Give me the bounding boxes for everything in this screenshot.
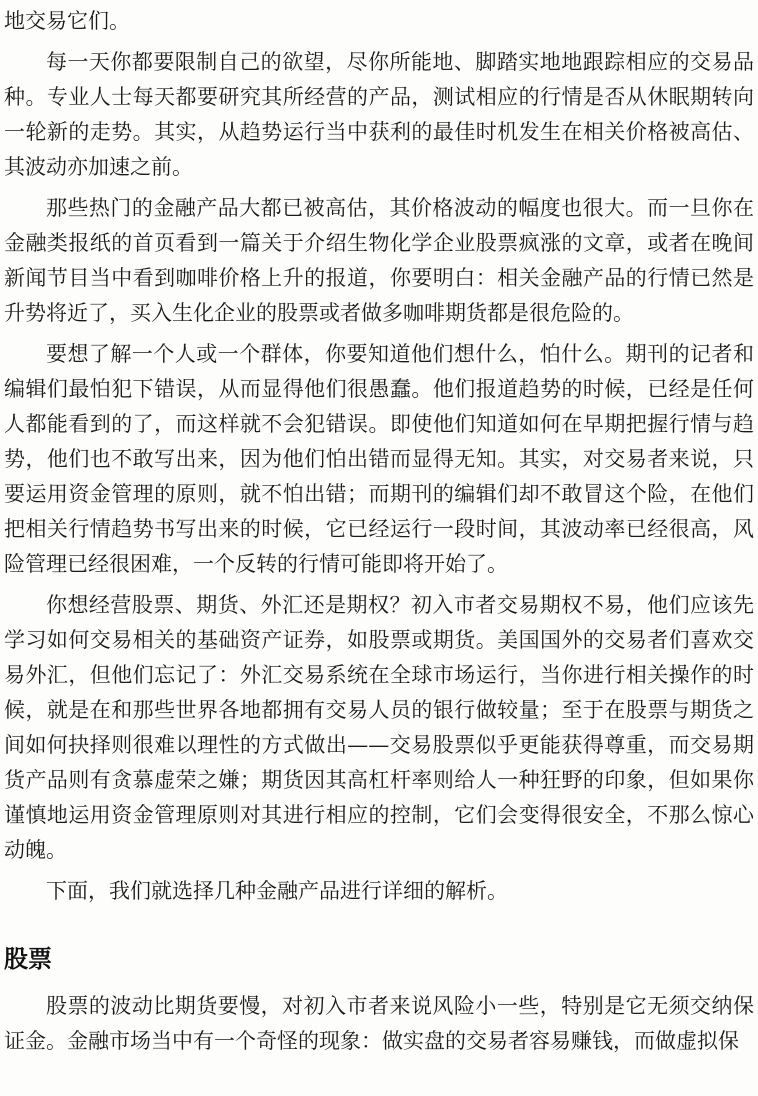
paragraph-journalists: 要想了解一个人或一个群体，你要知道他们想什么，怕什么。期刊的记者和编辑们最怕犯下错误，从而显得他们很愚蠢。他们报道趋势的时候，已经是任何人都能看到的了，而这样就不会犯错误。即使他们知道如何在早期把握行情与趋势，他们也不敢写出来，因为他们怕出错而显得无知。其实，对交易者来说，只要运用资金管理的原则，就不怕出错；而期刊的编辑们却不敢冒这个险，在他们把相关行情趋势书写出来的时候，它已经运行一段时间，其波动率已经很高，风险管理已经很困难，一个反转的行情可能即将开始了。 [4, 342, 754, 576]
paragraph-intro-analysis: 下面，我们就选择几种金融产品进行详细的解析。 [46, 879, 508, 903]
paragraph-hot-products: 那些热门的金融产品大都已被高估，其价格波动的幅度也很大。而一旦你在金融类报纸的首页看到一篇关于介绍生物化学企业股票疯涨的文章，或者在晚间新闻节目当中看到咖啡价格上升的报道，你要明白：相关金融产品的行情已然是升势将近了，买入生化企业的股票或者做多咖啡期货都是很危险的。 [4, 196, 754, 325]
paragraph-market-choice: 你想经营股票、期货、外汇还是期权？初入市者交易期权不易，他们应该先学习如何交易相关的基础资产证券，如股票或期货。美国国外的交易者们喜欢交易外汇，但他们忘记了：外汇交易系统在全球市场运行，当你进行相关操作的时候，就是在和那些世界各地都拥有交易人员的银行做较量；至于在股票与期货之间如何抉择则很难以理性的方式做出——交易股票似乎更能获得尊重，而交易期货产品则有贪慕虚荣之嫌；期货因其高杠杆率则给人一种狂野的印象，但如果你谨慎地运用资金管理原则对其进行相应的控制，它们会变得很安全，不那么惊心动魄。 [4, 593, 754, 862]
paragraph-daily-discipline: 每一天你都要限制自己的欲望，尽你所能地、脚踏实地地跟踪相应的交易品种。专业人士每天都要研究其所经营的产品，测试相应的行情是否从休眠期转向一轮新的走势。其实，从趋势运行当中获利的最佳时机发生在相关价格被高估、其波动亦加速之前。 [4, 50, 754, 179]
paragraph-stocks-intro: 股票的波动比期货要慢，对初入市者来说风险小一些，特别是它无须交纳保证金。金融市场当中有一个奇怪的现象：做实盘的交易者容易赚钱，而做虚拟保 [4, 994, 754, 1053]
section-heading-stocks: 股票 [4, 945, 52, 973]
paragraph-continuation: 地交易它们。 [4, 9, 130, 33]
page-body [4, 4, 754, 1065]
